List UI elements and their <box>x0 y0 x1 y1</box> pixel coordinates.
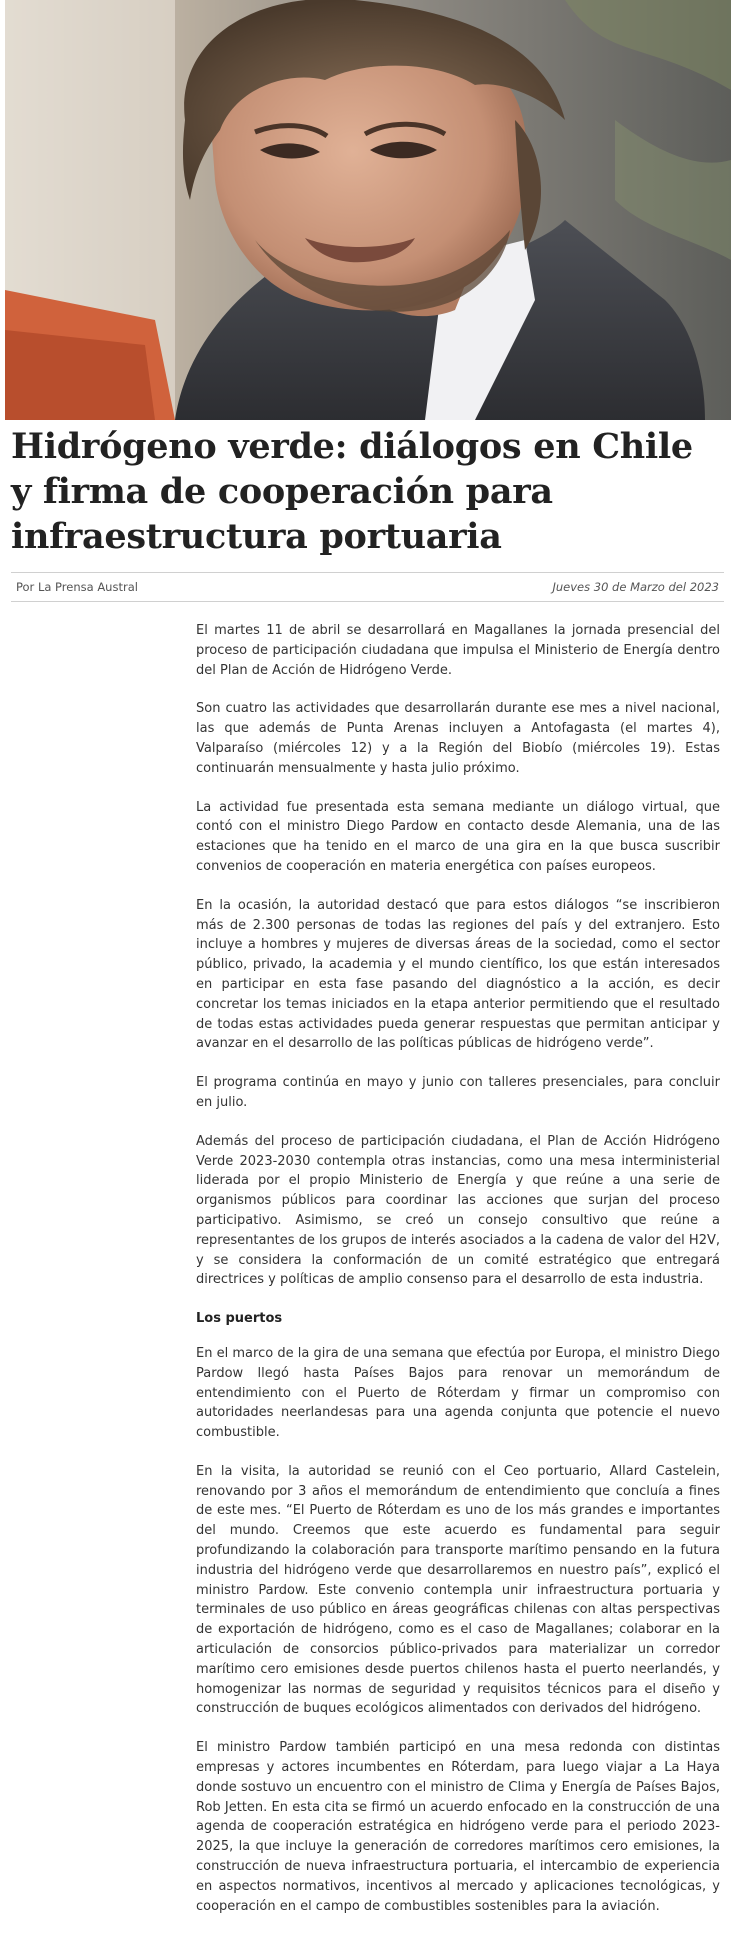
byline <box>11 572 724 602</box>
article-paragraph: En el marco de la gira de una semana que efectúa por Europa, el ministro Diego Pardow llegó hasta Países Bajos para renovar un memorándum de entendimiento con el Puerto de Róterdam y firmar un compromiso con autoridades neerlandesas para una agenda conjunta que potencie el nuevo combustible. <box>196 1345 720 1441</box>
article-paragraph: El ministro Pardow también participó en una mesa redonda con distintas empresas y actores incumbentes en Róterdam, para luego viajar a La Haya donde sostuvo un encuentro con el ministro de Clima y Energía de Países Bajos, Rob Jetten. En esta cita se firmó un acuerdo enfocado en la construcción de una agenda de cooperación estratégica en hidrógeno verde para el periodo 2023-2025, la que incluye la generación de corredores marítimos cero emisiones, la construcción de nueva infraestructura portuaria, el intercambio de experiencia en aspectos normativos, incentivos al mercado y aplicaciones tecnológicas, y cooperación en el campo de combustibles sostenibles para la aviación. <box>196 1740 720 1914</box>
portrait-image <box>5 0 731 420</box>
article-paragraph: La actividad fue presentada esta semana mediante un diálogo virtual, que contó con el ministro Diego Pardow en contacto desde Alemania, una de las estaciones que ha tenido en el marco de una gira en la que busca suscribir convenios de cooperación en materia energética con países europeos. <box>196 799 720 874</box>
section-subheading: Los puertos <box>196 1311 283 1327</box>
publish-date: Jueves 30 de Marzo del 2023 <box>552 580 719 594</box>
article-paragraph: El programa continúa en mayo y junio con talleres presenciales, para concluir en julio. <box>196 1075 720 1110</box>
hero-photo <box>5 0 731 420</box>
article-paragraph: En la ocasión, la autoridad destacó que para estos diálogos “se inscribieron más de 2.300 personas de todas las regiones del país y del extranjero. Esto incluye a hombres y mujeres de diversas áreas de la sociedad, como el sector público, privado, la academia y el mundo científico, los que están interesados en participar en esta fase pasando del diagnóstico a la acción, es decir concretar los temas iniciados en la etapa anterior permitiendo que el resultado de todas estas actividades pueda generar respuestas que permitan anticipar y avanzar en el desarrollo de las políticas públicas de hidrógeno verde”. <box>196 897 720 1052</box>
article-title: Hidrógeno verde: diálogos en Chile y firma de cooperación para infraestructura portuaria <box>11 426 693 557</box>
article-paragraph: En la visita, la autoridad se reunió con el Ceo portuario, Allard Castelein, renovando por 3 años el memorándum de entendimiento que concluía a fines de este mes. “El Puerto de Róterdam es uno de los más grandes e importantes del mundo. Creemos que este acuerdo es fundamental para seguir profundizando la colaboración para transporte marítimo pensando en la futura industria del hidrógeno verde que desarrollaremos en nuestro país”, explicó el ministro Pardow. Este convenio contempla unir infraestructura portuaria y terminales de uso público en áreas geográficas chilenas con altas perspectivas de exportación de hidrógeno, como es el caso de Magallanes; colaborar en la articulación de consorcios público-privados para materializar un corredor marítimo cero emisiones desde puertos chilenos hasta el puerto neerlandés, y homogenizar las normas de seguridad y requisitos técnicos para el diseño y construcción de buques ecológicos alimentados con derivados del hidrógeno. <box>196 1463 720 1717</box>
article-paragraph: Son cuatro las actividades que desarrollarán durante ese mes a nivel nacional, las que además de Punta Arenas incluyen a Antofagasta (el martes 4), Valparaíso (miércoles 12) y a la Región del Biobío (miércoles 19). Estas continuarán mensualmente y hasta julio próximo. <box>196 701 720 776</box>
author-label: Por La Prensa Austral <box>16 580 138 594</box>
article-paragraph: Además del proceso de participación ciudadana, el Plan de Acción Hidrógeno Verde 2023-2030 contempla otras instancias, como una mesa interministerial liderada por el propio Ministerio de Energía y que reúne a una serie de organismos públicos para coordinar las acciones que surjan del proceso participativo. Asimismo, se creó un consejo consultivo que reúne a representantes de los grupos de interés asociados a la cadena de valor del H2V, y se considera la conformación de un comité estratégico que entregará directrices y políticas de amplio consenso para el desarrollo de esta industria. <box>196 1133 720 1288</box>
article-body <box>196 621 720 1935</box>
article-paragraph: El martes 11 de abril se desarrollará en Magallanes la jornada presencial del proceso de participación ciudadana que impulsa el Ministerio de Energía dentro del Plan de Acción de Hidrógeno Verde. <box>196 623 720 678</box>
